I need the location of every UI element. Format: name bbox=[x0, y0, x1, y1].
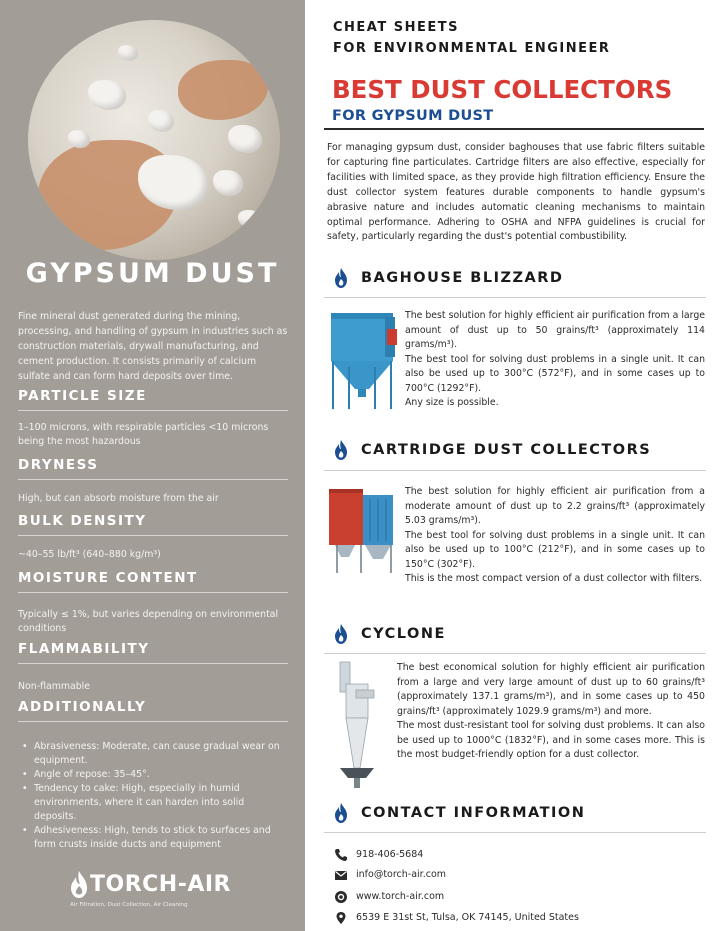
baghouse-description bbox=[405, 309, 705, 411]
section-text: Non-flammable bbox=[18, 681, 91, 692]
divider bbox=[324, 297, 706, 298]
section-heading: CYCLONE bbox=[361, 626, 446, 642]
left-intro: Fine mineral dust generated during the mining, processing, and handling of gypsum in industries such as construction materials, drywall manufacturing, and cement production. It consists primarily of calcium sulfate and can form hard deposits over time. bbox=[18, 311, 288, 382]
product-text: The most dust-resistant tool for solving dust problems. It can also be used up to 1000°C (1832°F), and in some cases more. This is the most budget-friendly option for a dust collector. bbox=[397, 720, 705, 760]
cheat-sheet-label bbox=[333, 17, 610, 59]
email-text: info@torch-air.com bbox=[356, 869, 447, 880]
mail-icon bbox=[334, 868, 348, 882]
flame-icon bbox=[333, 803, 349, 823]
section-heading: FLAMMABILITY bbox=[18, 641, 150, 657]
divider bbox=[324, 653, 706, 654]
flame-logo-icon bbox=[68, 870, 90, 900]
section-text: 1–100 microns, with respirable particles <10 microns being the most hazardous bbox=[18, 422, 269, 447]
page-title: BEST DUST COLLECTORS bbox=[332, 75, 673, 104]
product-text: The best solution for highly efficient air purification from a large amount of dust up to 50 grains/ft³ (approximately 114 grams/m³). bbox=[405, 310, 705, 350]
page-subtitle: FOR GYPSUM DUST bbox=[332, 108, 494, 124]
list-item: • Adhesiveness: High, tends to stick to surfaces and form crusts inside ducts and equipment bbox=[22, 824, 287, 852]
location-pin-icon bbox=[334, 911, 348, 925]
section-heading: DRYNESS bbox=[18, 457, 99, 473]
cartridge-collector-image bbox=[325, 485, 400, 577]
divider bbox=[18, 410, 288, 411]
product-text: The best tool for solving dust problems in a single unit. It can also be used up to 100°C (212°F), and in some cases up to 150°C (302°F). bbox=[405, 529, 705, 570]
flame-icon bbox=[333, 624, 349, 644]
logo-tagline: Air Filtration, Dust Collection, Air Cleaning bbox=[70, 902, 188, 908]
phone-text: 918-406-5684 bbox=[356, 849, 424, 860]
logo-name: TORCH-AIR bbox=[90, 872, 231, 897]
list-item: • Abrasiveness: Moderate, can cause gradual wear on equipment. bbox=[22, 740, 287, 768]
rock-shape bbox=[148, 110, 174, 132]
rock-shape bbox=[88, 80, 126, 110]
rock-shape bbox=[228, 125, 262, 153]
divider bbox=[18, 663, 288, 664]
intro-paragraph: For managing gypsum dust, consider baghouses that use fabric filters suitable for capturing fine particulates. Cartridge filters are also effective, especially for facilities with limited space, as they provide high filtration efficiency. Ensure the dust collector system features durable components to handle gypsum's abrasive nature and includes automatic cleaning mechanisms to maintain optimal performance. Adhering to OSHA and NFPA guidelines is crucial for safety, particularly regarding the dust's potential combustibility. bbox=[327, 142, 705, 243]
rock-shape bbox=[118, 45, 138, 61]
section-heading: CONTACT INFORMATION bbox=[361, 805, 586, 821]
left-panel bbox=[0, 0, 305, 931]
hand-shape bbox=[178, 60, 268, 120]
section-heading: BULK DENSITY bbox=[18, 513, 147, 529]
divider bbox=[18, 535, 288, 536]
rock-shape bbox=[238, 210, 262, 228]
product-text: The best tool for solving dust problems in a single unit. It can also be used up to 300°C (572°F), and in some cases up to 700°C (1292°F). bbox=[405, 353, 705, 394]
cheat-line-1: CHEAT SHEETS bbox=[333, 20, 459, 35]
section-heading: ADDITIONALLY bbox=[18, 699, 147, 715]
divider bbox=[18, 592, 288, 593]
divider bbox=[324, 832, 706, 833]
section-text: ~40–55 lb/ft³ (640–880 kg/m³) bbox=[18, 549, 161, 560]
section-text: Typically ≤ 1%, but varies depending on environmental conditions bbox=[18, 609, 279, 634]
left-title: GYPSUM DUST bbox=[25, 258, 280, 289]
product-text: The best solution for highly efficient air purification from a moderate amount of dust up to 2.2 grains/ft³ (approximately 5.03 grams/m³). bbox=[405, 486, 705, 526]
product-text: Any size is possible. bbox=[405, 397, 499, 408]
title-divider bbox=[324, 128, 704, 130]
list-item: • Tendency to cake: High, especially in humid environments, where it can harden into solid deposits. bbox=[22, 782, 287, 824]
product-text: This is the most compact version of a dust collector with filters. bbox=[405, 573, 703, 584]
flame-icon bbox=[333, 268, 349, 288]
cyclone-image bbox=[330, 660, 390, 790]
website-text: www.torch-air.com bbox=[356, 891, 445, 902]
section-heading: BAGHOUSE BLIZZARD bbox=[361, 270, 564, 286]
gypsum-photo bbox=[28, 20, 280, 260]
divider bbox=[18, 479, 288, 480]
rock-shape bbox=[213, 170, 243, 196]
cartridge-description bbox=[405, 485, 705, 587]
section-heading: MOISTURE CONTENT bbox=[18, 570, 198, 586]
baghouse-image bbox=[325, 307, 400, 413]
rock-shape bbox=[68, 130, 90, 148]
divider bbox=[18, 721, 288, 722]
section-text: High, but can absorb moisture from the air bbox=[18, 493, 219, 504]
section-heading: PARTICLE SIZE bbox=[18, 388, 147, 404]
globe-icon bbox=[334, 890, 348, 904]
torch-air-logo[interactable] bbox=[68, 870, 248, 920]
cyclone-description bbox=[397, 661, 705, 763]
product-text: The best economical solution for highly efficient air purification from a large and very large amount of dust up to 60 grains/ft³ (approximately 137.1 grams/m³), and in some cases up to 450 grains/ft³ (approximately 1029.9 grams/m³) and more. bbox=[397, 662, 705, 717]
section-heading: CARTRIDGE DUST COLLECTORS bbox=[361, 442, 652, 458]
list-item: • Angle of repose: 35–45°. bbox=[22, 768, 287, 782]
flame-icon bbox=[333, 440, 349, 460]
divider bbox=[324, 470, 706, 471]
address-text: 6539 E 31st St, Tulsa, OK 74145, United States bbox=[356, 912, 579, 923]
cheat-line-2: FOR ENVIRONMENTAL ENGINEER bbox=[333, 41, 611, 56]
additional-list bbox=[22, 740, 287, 852]
phone-icon bbox=[334, 848, 348, 862]
